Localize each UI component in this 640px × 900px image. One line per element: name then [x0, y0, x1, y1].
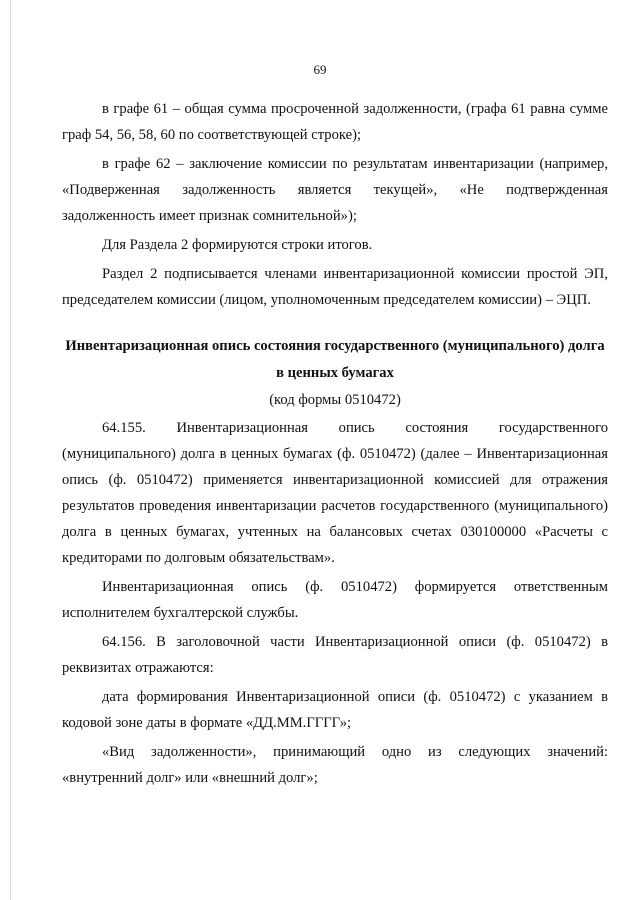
- paragraph-column-62: в графе 62 – заключение комиссии по результатам инвентаризации (например, «Подверженная задолженность является текущей», «Не подтвержденная задолженность имеет признак сомнительной»);: [62, 156, 608, 224]
- document-body: [62, 96, 608, 794]
- page-number: 69: [313, 62, 327, 77]
- scan-edge-line: [10, 0, 11, 900]
- paragraph-responsible-executor: Инвентаризационная опись (ф. 0510472) формируется ответственным исполнителем бухгалтерской службы.: [62, 579, 608, 621]
- paragraph-64-155: 64.155. Инвентаризационная опись состояния государственного (муниципального) долга в ценных бумагах (ф. 0510472) (далее – Инвентаризационная опись (ф. 0510472) применяется инвентаризационной комиссией для отражения результатов проведения инвентаризации расчетов государственного (муниципального) долга в ценных бумагах, учтенных на балансовых счетах 030100000 «Расчеты с кредиторами по долговым обязательствам».: [62, 420, 608, 566]
- paragraph-section-2-totals: Для Раздела 2 формируются строки итогов.: [102, 237, 373, 253]
- form-code: (код формы 0510472): [269, 392, 401, 408]
- paragraph-debt-type: «Вид задолженности», принимающий одно из следующих значений: «внутренний долг» или «внешний долг»;: [62, 744, 608, 786]
- paragraph-column-61: в графе 61 – общая сумма просроченной задолженности, (графа 61 равна сумме граф 54, 56, 58, 60 по соответствующей строке);: [62, 101, 608, 143]
- paragraph-64-156: 64.156. В заголовочной части Инвентаризационной описи (ф. 0510472) в реквизитах отражаются:: [62, 634, 608, 676]
- paragraph-date-requisite: дата формирования Инвентаризационной описи (ф. 0510472) с указанием в кодовой зоне даты в формате «ДД.ММ.ГГГГ»;: [62, 689, 608, 731]
- paragraph-section-2-signature: Раздел 2 подписывается членами инвентаризационной комиссии простой ЭП, председателем комиссии (лицом, уполномоченным председателем комиссии) – ЭЦП.: [62, 266, 608, 308]
- section-title: Инвентаризационная опись состояния государственного (муниципального) долга в ценных бумагах: [65, 338, 605, 381]
